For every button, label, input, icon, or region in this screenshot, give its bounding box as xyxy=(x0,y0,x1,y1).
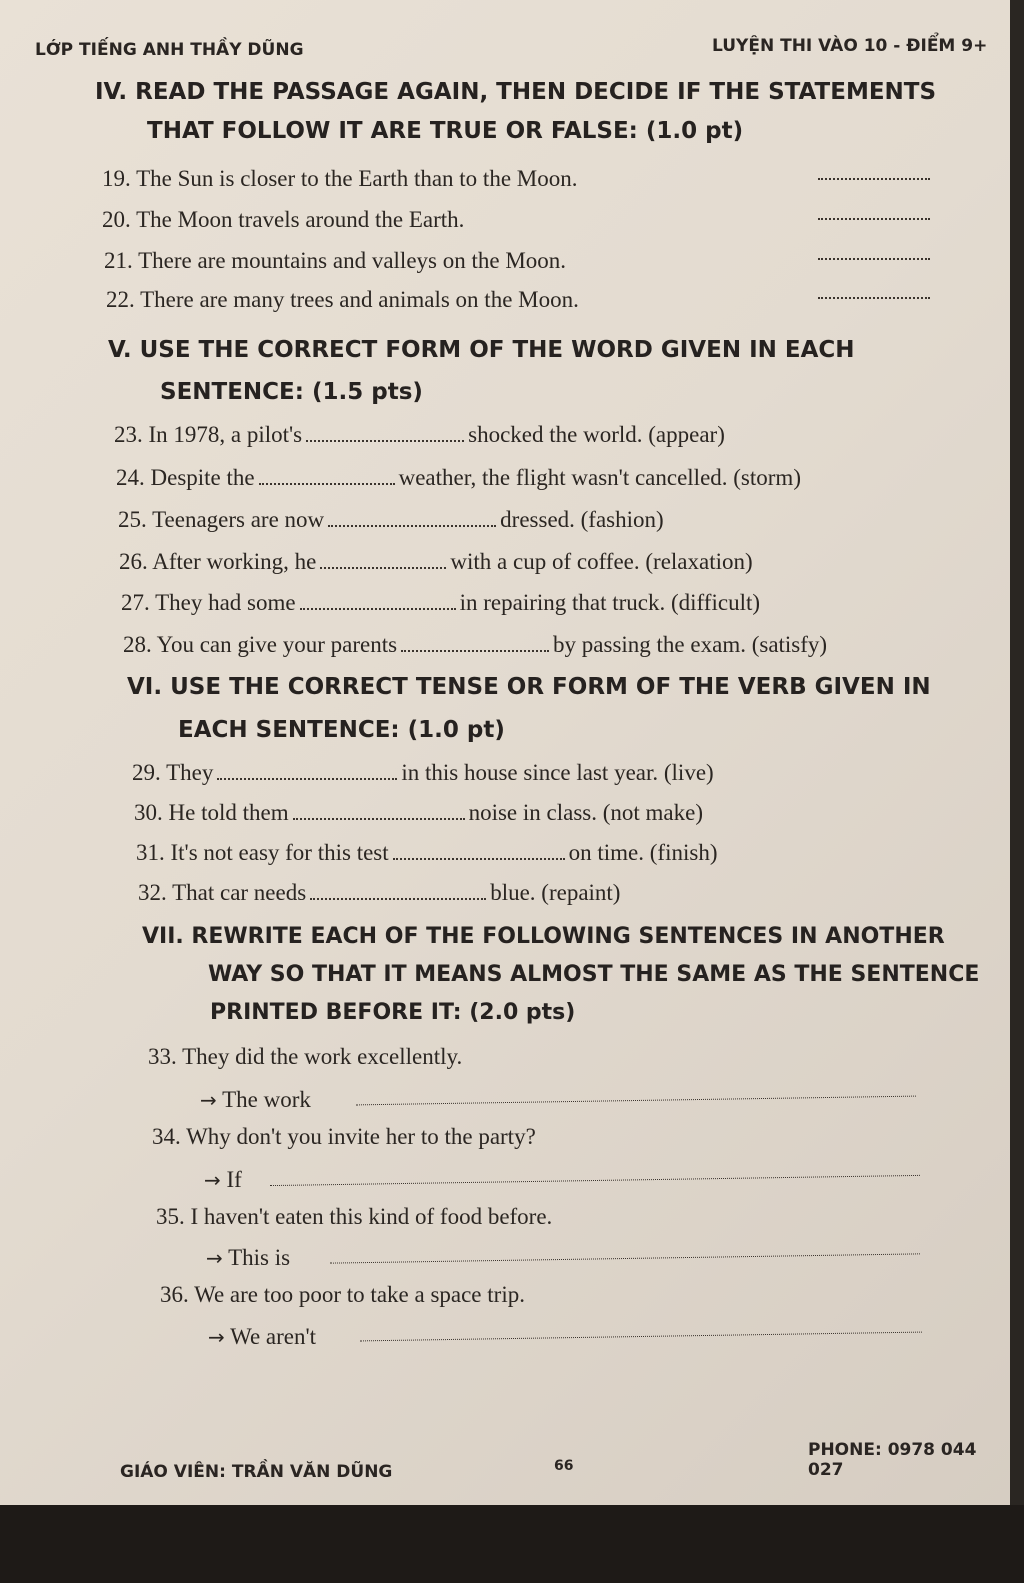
section-6-title-line-1: VI. USE THE CORRECT TENSE OR FORM OF THE VERB GIVEN IN xyxy=(127,674,931,700)
blank-30[interactable] xyxy=(293,800,465,820)
blank-31[interactable] xyxy=(393,840,565,860)
footer-teacher: GIÁO VIÊN: TRẦN VĂN DŨNG xyxy=(120,1462,393,1482)
rewrite-item-35: 35. I haven't eaten this kind of food before. xyxy=(156,1204,553,1229)
background-surface xyxy=(0,1505,1024,1583)
section-7-title-line-1: VII. REWRITE EACH OF THE FOLLOWING SENTENCES IN ANOTHER xyxy=(142,924,945,949)
tf-answer-line-20[interactable] xyxy=(818,218,930,220)
arrow-icon: → xyxy=(200,1088,217,1112)
blank-24[interactable] xyxy=(259,465,395,485)
footer-phone: PHONE: 0978 044 027 xyxy=(808,1440,977,1480)
word-form-item-23: 23. In 1978, a pilot's shocked the world. (appear) xyxy=(114,422,725,447)
word-form-item-26: 26. After working, he with a cup of coffee. (relaxation) xyxy=(119,549,753,574)
word-form-item-24: 24. Despite the weather, the flight wasn't cancelled. (storm) xyxy=(116,465,801,490)
section-4-title-line-1: IV. READ THE PASSAGE AGAIN, THEN DECIDE IF THE STATEMENTS xyxy=(95,79,937,105)
tf-answer-line-19[interactable] xyxy=(818,178,930,180)
rewrite-item-34: 34. Why don't you invite her to the party? xyxy=(152,1124,536,1149)
word-form-item-28: 28. You can give your parents by passing the exam. (satisfy) xyxy=(123,632,828,657)
header-class-name: LỚP TIẾNG ANH THẦY DŨNG xyxy=(35,40,304,60)
section-6-title-line-2: EACH SENTENCE: (1.0 pt) xyxy=(178,717,505,743)
arrow-icon: → xyxy=(206,1246,223,1270)
word-form-item-25: 25. Teenagers are now dressed. (fashion) xyxy=(118,507,664,532)
rewrite-prompt-34: → If xyxy=(204,1167,242,1192)
blank-27[interactable] xyxy=(300,590,456,610)
tf-answer-line-21[interactable] xyxy=(818,258,930,260)
tf-item-19: 19. The Sun is closer to the Earth than to the Moon. xyxy=(102,166,578,191)
rewrite-prompt-33: → The work xyxy=(200,1087,311,1112)
header-exam-title: LUYỆN THI VÀO 10 - ĐIỂM 9+ xyxy=(712,36,988,56)
rewrite-answer-line-33[interactable] xyxy=(356,1096,916,1106)
verb-item-30: 30. He told them noise in class. (not make) xyxy=(134,800,704,825)
blank-23[interactable] xyxy=(306,422,464,442)
section-5-title-line-1: V. USE THE CORRECT FORM OF THE WORD GIVEN IN EACH xyxy=(108,337,855,363)
section-5-title-line-2: SENTENCE: (1.5 pts) xyxy=(160,379,423,405)
rewrite-answer-line-36[interactable] xyxy=(360,1332,922,1342)
rewrite-prompt-35: → This is xyxy=(206,1245,291,1270)
rewrite-prompt-36: → We aren't xyxy=(208,1324,317,1349)
word-form-item-27: 27. They had some in repairing that truck. (difficult) xyxy=(121,590,761,615)
section-4-title-line-2: THAT FOLLOW IT ARE TRUE OR FALSE: (1.0 pt) xyxy=(147,118,744,144)
tf-item-22: 22. There are many trees and animals on the Moon. xyxy=(106,287,579,312)
tf-answer-line-22[interactable] xyxy=(818,297,930,299)
rewrite-answer-line-35[interactable] xyxy=(330,1253,920,1263)
verb-item-32: 32. That car needs blue. (repaint) xyxy=(138,880,621,905)
arrow-icon: → xyxy=(208,1325,225,1349)
blank-32[interactable] xyxy=(310,880,486,900)
section-7-title-line-3: PRINTED BEFORE IT: (2.0 pts) xyxy=(210,1000,576,1025)
tf-item-21: 21. There are mountains and valleys on the Moon. xyxy=(104,248,567,273)
verb-item-29: 29. They in this house since last year. (live) xyxy=(132,760,714,785)
page-number: 66 xyxy=(554,1458,574,1474)
blank-26[interactable] xyxy=(320,549,446,569)
section-7-title-line-2: WAY SO THAT IT MEANS ALMOST THE SAME AS THE SENTENCE xyxy=(208,962,980,987)
blank-29[interactable] xyxy=(217,760,397,780)
blank-28[interactable] xyxy=(401,632,549,652)
rewrite-item-36: 36. We are too poor to take a space trip. xyxy=(160,1282,525,1307)
rewrite-item-33: 33. They did the work excellently. xyxy=(148,1044,463,1069)
blank-25[interactable] xyxy=(328,507,496,527)
rewrite-answer-line-34[interactable] xyxy=(270,1175,920,1186)
arrow-icon: → xyxy=(204,1168,221,1192)
tf-item-20: 20. The Moon travels around the Earth. xyxy=(102,207,465,232)
verb-item-31: 31. It's not easy for this test on time. (finish) xyxy=(136,840,718,865)
